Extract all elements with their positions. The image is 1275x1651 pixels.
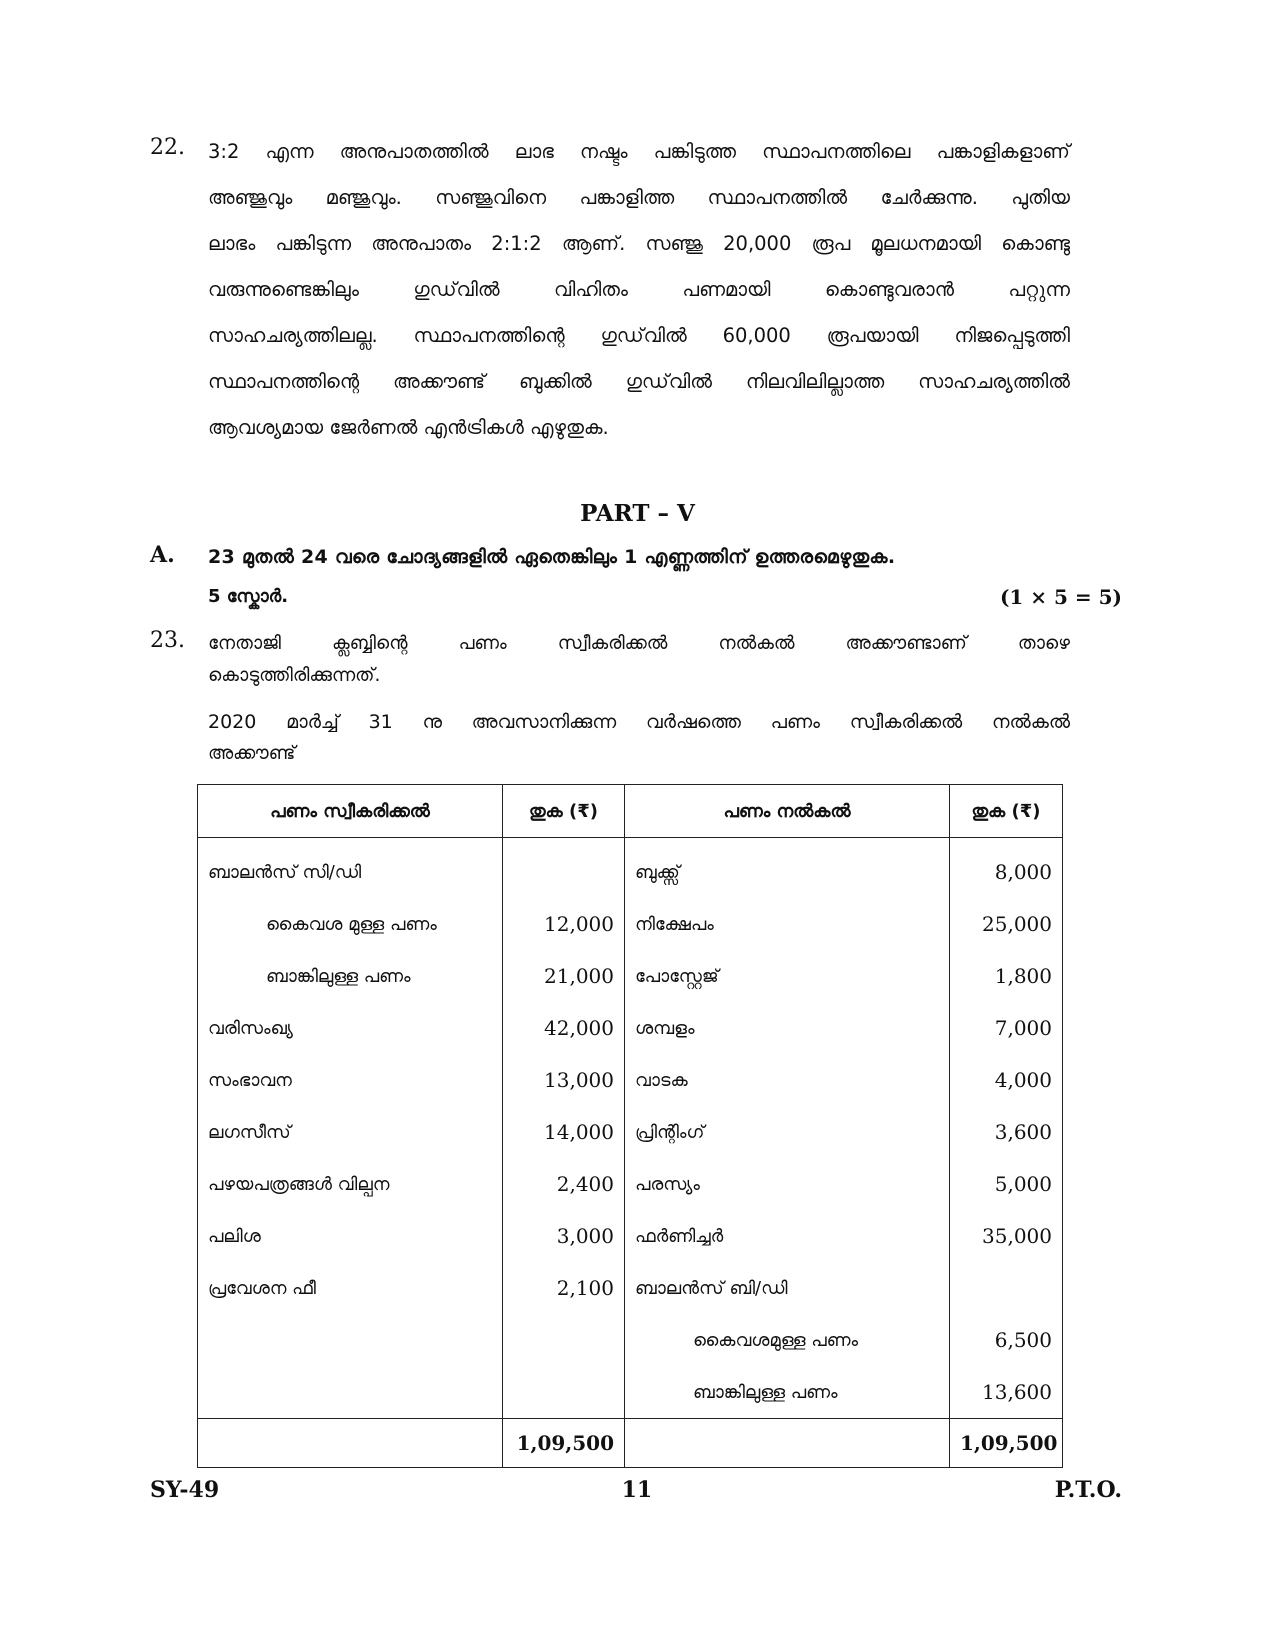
- word: പങ്കിടുത്ത: [653, 140, 736, 163]
- marks-formula: (1 × 5 = 5): [999, 585, 1122, 609]
- word: ചേർക്കുന്നു.: [880, 186, 978, 209]
- text-line: [208, 135, 1070, 181]
- word: നിജപ്പെടുത്തി: [954, 324, 1070, 347]
- receipt-amount: 2,400: [503, 1158, 625, 1210]
- section-instruction: 23 മുതൽ 24 വരെ ചോദ്യങ്ങളിൽ ഏതെങ്കിലും 1 എണ്ണത്തിന് ഉത്തരമെഴുതുക.: [208, 546, 896, 568]
- word: പറ്റുന്ന: [1008, 278, 1070, 301]
- total-label-empty: [198, 1419, 503, 1468]
- table-row: [198, 898, 1063, 950]
- page-footer: [150, 1477, 1122, 1503]
- part-title: PART – V: [580, 500, 695, 527]
- account-title-line: അക്കൗണ്ട്: [208, 743, 296, 764]
- receipt-amount: [503, 1366, 625, 1419]
- word: അനുപാതം: [371, 232, 472, 255]
- word: ഗുഡ്‌വിൽ: [600, 324, 687, 347]
- intro-line: കൊടുത്തിരിക്കുന്നത്.: [208, 665, 381, 686]
- receipt-amount: 2,100: [503, 1262, 625, 1314]
- receipts-payments-table: [197, 784, 1063, 1468]
- payment-item: നിക്ഷേപം: [625, 898, 950, 950]
- word: ലാഭം: [208, 232, 256, 255]
- receipt-item: ലഗസീസ്: [198, 1106, 503, 1158]
- question-23: [150, 628, 1070, 770]
- word: എന്ന: [265, 140, 314, 163]
- total-receipts: 1,09,500: [503, 1419, 625, 1468]
- text-line: [208, 273, 1070, 319]
- payment-item: ബുക്ക്സ്: [625, 838, 950, 899]
- receipt-item: പഴയപത്രങ്ങൾ വില്പന: [198, 1158, 503, 1210]
- word: പങ്കാളിത്ത: [579, 186, 675, 209]
- word: ബുക്കിൽ: [519, 370, 592, 393]
- text-line: [208, 365, 1070, 411]
- receipt-amount: 12,000: [503, 898, 625, 950]
- receipt-item: ബാലൻസ് സി/ഡി: [198, 838, 503, 899]
- word: വരുന്നുണ്ടെങ്കിലും: [208, 278, 359, 301]
- receipt-item: സംഭാവന: [198, 1054, 503, 1106]
- question-number: 23.: [150, 628, 185, 653]
- score-row: [208, 582, 1122, 612]
- question-number: 22.: [150, 135, 185, 160]
- table-row: [198, 1262, 1063, 1314]
- text-line: [208, 181, 1070, 227]
- question-text: [208, 628, 1070, 770]
- total-payments: 1,09,500: [950, 1419, 1063, 1468]
- receipt-item: [198, 1366, 503, 1419]
- word: നഷ്ടം: [579, 140, 628, 163]
- payment-amount: 3,600: [950, 1106, 1063, 1158]
- payment-item: കൈവശമുള്ള പണം: [625, 1314, 950, 1366]
- payment-amount: 7,000: [950, 1002, 1063, 1054]
- table-header-row: [198, 785, 1063, 838]
- receipt-amount: 14,000: [503, 1106, 625, 1158]
- payment-item: വാടക: [625, 1054, 950, 1106]
- header-amount: തുക (₹): [503, 785, 625, 838]
- table-total-row: [198, 1419, 1063, 1468]
- question-22: [150, 135, 1070, 457]
- word: സ്ഥാപനത്തിൽ: [707, 186, 848, 209]
- table-row: [198, 950, 1063, 1002]
- word: സാഹചര്യത്തിൽ: [918, 370, 1070, 393]
- table-row: [198, 1054, 1063, 1106]
- word: 2:1:2: [491, 232, 542, 255]
- payment-item: ശമ്പളം: [625, 1002, 950, 1054]
- word: ഗുഡ്‌വിൽ: [625, 370, 712, 393]
- word: രൂപയായി: [826, 324, 919, 347]
- receipt-item: പലിശ: [198, 1210, 503, 1262]
- please-turn-over: P.T.O.: [1054, 1477, 1122, 1503]
- word: അക്കൗണ്ട്: [393, 370, 486, 393]
- receipt-item: പ്രവേശന ഫീ: [198, 1262, 503, 1314]
- account-title-line: 2020 മാർച്ച് 31 നു അവസാനിക്കുന്ന വർഷത്തെ പണം സ്വീകരിക്കൽ നൽകൽ: [208, 711, 1070, 733]
- word: ഗുഡ്‌വിൽ: [413, 278, 500, 301]
- text-line: [208, 319, 1070, 365]
- receipt-item: വരിസംഖ്യ: [198, 1002, 503, 1054]
- word: ആണ്.: [561, 232, 626, 255]
- word: സാഹചര്യത്തിലല്ല.: [208, 324, 378, 347]
- word: വിഹിതം: [554, 278, 628, 301]
- paper-code: SY-49: [150, 1477, 220, 1503]
- table-row: [198, 1366, 1063, 1419]
- header-payments: പണം നൽകൽ: [625, 785, 950, 838]
- word: മഞ്ജുവും.: [325, 186, 402, 209]
- word: പണമായി: [682, 278, 771, 301]
- word: മൂലധനമായി: [870, 232, 982, 255]
- total-label-empty: [625, 1419, 950, 1468]
- header-amount: തുക (₹): [950, 785, 1063, 838]
- word: സഞ്ജുവിനെ: [435, 186, 547, 209]
- word: 3:2: [208, 140, 240, 163]
- question-text: [208, 135, 1070, 457]
- payment-item: പോസ്റ്റേജ്: [625, 950, 950, 1002]
- payment-amount: 35,000: [950, 1210, 1063, 1262]
- receipt-item: കൈവശ മുള്ള പണം: [198, 898, 503, 950]
- table-row: [198, 1002, 1063, 1054]
- table-row: [198, 1210, 1063, 1262]
- word: സഞ്ജു: [645, 232, 703, 255]
- section-letter: A.: [150, 542, 175, 568]
- page-number: 11: [621, 1477, 653, 1503]
- word: 20,000: [723, 232, 792, 255]
- table-row: [198, 1106, 1063, 1158]
- receipt-amount: 42,000: [503, 1002, 625, 1054]
- receipt-item: ബാങ്കിലുള്ള പണം: [198, 950, 503, 1002]
- payment-amount: [950, 1262, 1063, 1314]
- payment-item: പരസ്യം: [625, 1158, 950, 1210]
- payment-amount: 4,000: [950, 1054, 1063, 1106]
- word: 60,000: [722, 324, 791, 347]
- word: അനുപാതത്തിൽ: [339, 140, 489, 163]
- word: സ്ഥാപനത്തിന്റെ: [208, 370, 360, 393]
- word: ലാഭ: [514, 140, 554, 163]
- payment-item: ബാലൻസ് ബി/ഡി: [625, 1262, 950, 1314]
- header-receipts: പണം സ്വീകരിക്കൽ: [198, 785, 503, 838]
- receipt-amount: 13,000: [503, 1054, 625, 1106]
- table-row: [198, 1158, 1063, 1210]
- word: കൊണ്ടു: [1001, 232, 1070, 255]
- payment-amount: 5,000: [950, 1158, 1063, 1210]
- payment-amount: 25,000: [950, 898, 1063, 950]
- payment-item: പ്രിന്റിംഗ്: [625, 1106, 950, 1158]
- receipt-item: [198, 1314, 503, 1366]
- table-row: [198, 1314, 1063, 1366]
- word: ആവശ്യമായ ജേർണൽ എൻട്രികൾ എഴുതുക.: [208, 416, 609, 439]
- receipt-amount: 3,000: [503, 1210, 625, 1262]
- intro-line: നേതാജി ക്ലബ്ബിന്റെ പണം സ്വീകരിക്കൽ നൽകൽ അക്കൗണ്ടാണ് താഴെ: [208, 633, 1070, 654]
- text-line: [208, 411, 1070, 457]
- word: നിലവിലില്ലാത്ത: [745, 370, 885, 393]
- receipt-amount: [503, 1314, 625, 1366]
- payment-amount: 13,600: [950, 1366, 1063, 1419]
- score-text: 5 സ്കോർ.: [208, 586, 289, 607]
- payment-amount: 6,500: [950, 1314, 1063, 1366]
- table-row: [198, 838, 1063, 899]
- payment-item: ഫർണിച്ചർ: [625, 1210, 950, 1262]
- word: കൊണ്ടുവരാൻ: [824, 278, 954, 301]
- receipt-amount: 21,000: [503, 950, 625, 1002]
- word: രൂപ: [811, 232, 851, 255]
- payment-amount: 8,000: [950, 838, 1063, 899]
- word: സ്ഥാപനത്തിലെ: [762, 140, 911, 163]
- word: പങ്കിടുന്ന: [275, 232, 352, 255]
- section-a-instructions: [150, 542, 1122, 612]
- text-line: [208, 227, 1070, 273]
- word: പങ്കാളികളാണ്: [936, 140, 1070, 163]
- word: പുതിയ: [1011, 186, 1070, 209]
- payment-amount: 1,800: [950, 950, 1063, 1002]
- receipt-amount: [503, 838, 625, 899]
- word: സ്ഥാപനത്തിന്റെ: [413, 324, 565, 347]
- word: അഞ്ജുവും: [208, 186, 293, 209]
- payment-item: ബാങ്കിലുള്ള പണം: [625, 1366, 950, 1419]
